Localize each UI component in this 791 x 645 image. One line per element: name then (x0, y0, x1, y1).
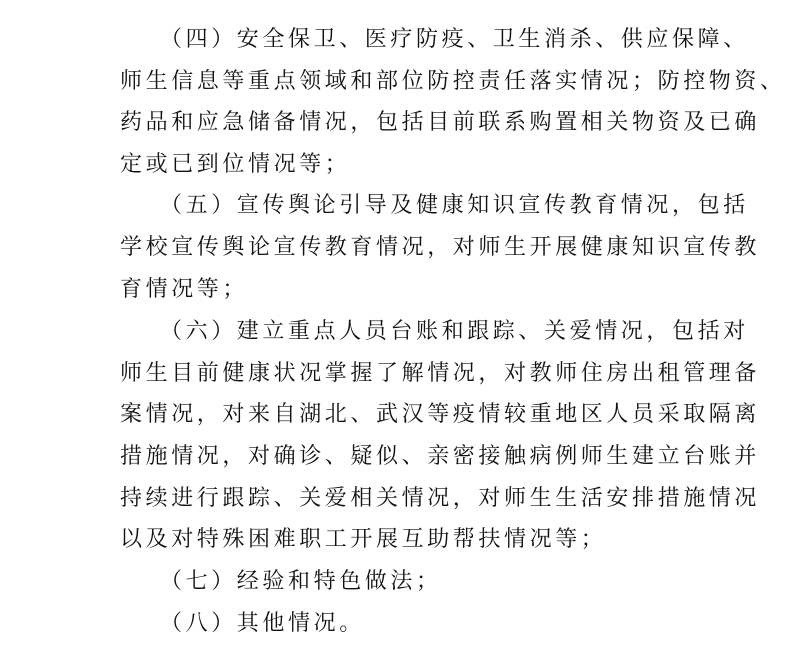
text-line: 师生目前健康状况掌握了解情况，对教师住房出租管理备 (120, 361, 761, 386)
text-line: （四）安全保卫、医疗防疫、卫生消杀、供应保障、 (160, 27, 749, 52)
text-line: 以及对特殊困难职工开展互助帮扶情况等； (120, 527, 607, 552)
text-line: （八）其他情况。 (160, 611, 365, 636)
text-line: 持续进行跟踪、关爱相关情况，对师生生活安排措施情况 (120, 486, 761, 511)
text-line: （六）建立重点人员台账和跟踪、关爱情况，包括对 (160, 319, 749, 344)
text-line: 案情况，对来自湖北、武汉等疫情较重地区人员采取隔离 (120, 402, 761, 427)
text-line: 师生信息等重点领域和部位防控责任落实情况；防控物资、 (120, 69, 786, 94)
text-line: 育情况等； (120, 277, 249, 302)
text-line: 药品和应急储备情况，包括目前联系购置相关物资及已确 (120, 110, 761, 135)
text-line: （七）经验和特色做法； (160, 569, 442, 594)
text-line: 措施情况，对确诊、疑似、亲密接触病例师生建立台账并 (120, 444, 761, 469)
text-line: 学校宣传舆论宣传教育情况，对师生开展健康知识宣传教 (120, 235, 761, 260)
text-line: 定或已到位情况等； (120, 152, 351, 177)
text-line: （五）宣传舆论引导及健康知识宣传教育情况，包括 (160, 193, 749, 218)
